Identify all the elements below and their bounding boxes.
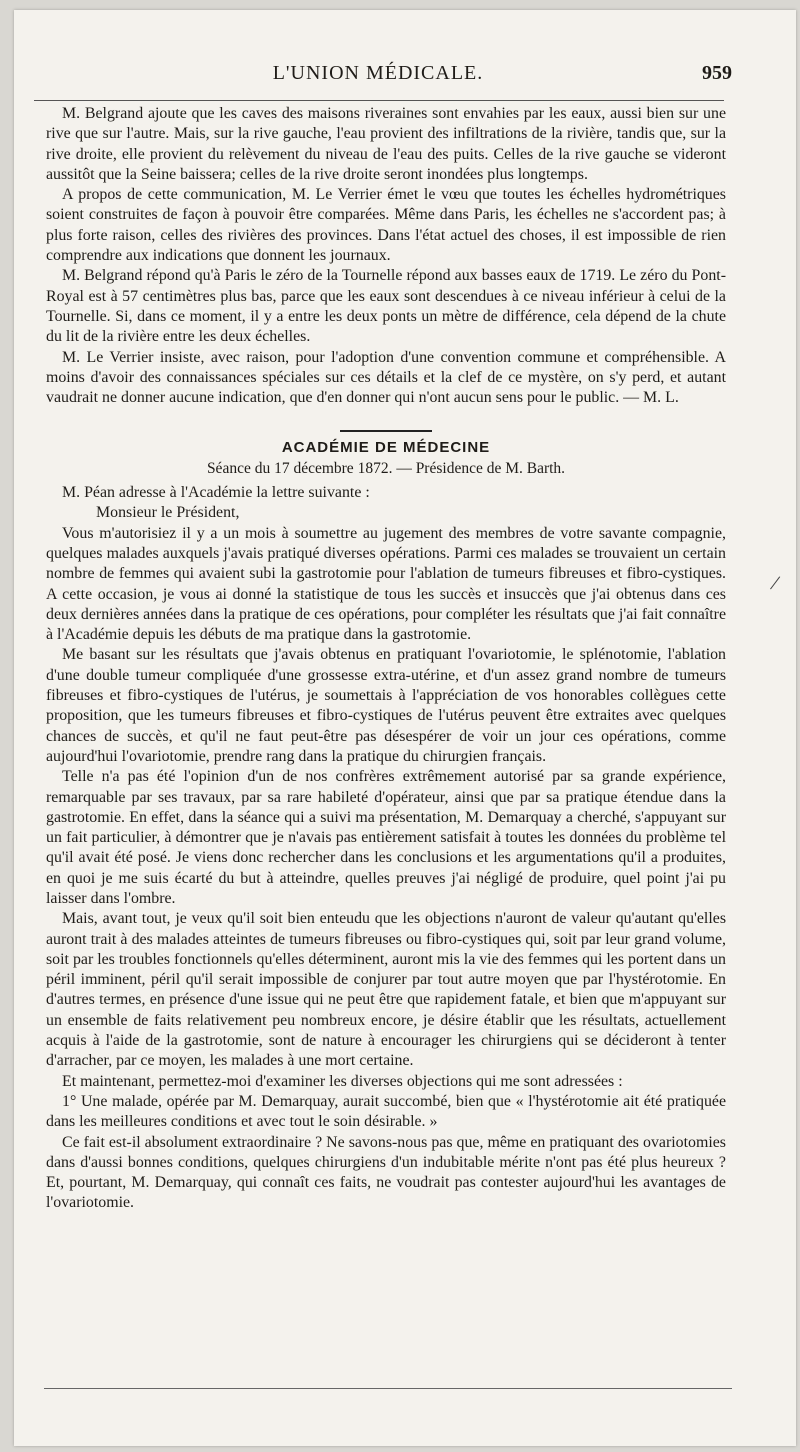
paragraph: M. Belgrand ajoute que les caves des maisons riveraines sont envahies par les eaux, aussi bien sur une rive que sur l'autre. Mais, sur la rive gauche, l'eau provient des infiltrations de la rivière, tandis que, sur la rive droite, elle provient du relèvement du niveau de l'eau des puits. Celles de la rive gauche se videront aussitôt que la Seine baissera; celles de la rive droite seront inondées plus longtemps. (46, 105, 726, 183)
footer-rule (44, 1388, 732, 1389)
paragraph: M. Péan adresse à l'Académie la lettre suivante : (62, 484, 370, 502)
article-body (46, 104, 726, 1214)
journal-title: L'UNION MÉDICALE. (272, 62, 484, 84)
journal-page (14, 10, 796, 1446)
page-header (44, 62, 732, 92)
paragraph: Mais, avant tout, je veux qu'il soit bien enteudu que les objections n'auront de valeur qu'autant qu'elles auront trait à des malades atteintes de tumeurs fibreuses ou fibro-cystiques qui, soit par leur grand volume, soit par les troubles fonctionnels qu'elles déterminent, auront mis la vie des femmes qui les portent dans un péril imminent, péril qu'il serait impossible de conjurer par tout autre moyen que par l'hystérotomie. En d'autres termes, en présence d'une issue qui ne peut être que rapidement fatale, et bien que m'appuyant sur un ensemble de faits relativement peu nombreux encore, je désire établir que les résultats, actuellement acquis à l'aide de la gastrotomie, sont de nature à encourager les chirurgiens qui se décideront à tenter d'arracher, par ce moyen, les malades à une mort certaine. (46, 910, 726, 1070)
page-number: 959 (702, 62, 732, 84)
paragraph: Telle n'a pas été l'opinion d'un de nos confrères extrêmement autorisé par sa grande expérience, remarquable par ses travaux, par sa rare habileté d'opérateur, ainsi que par sa pratique étendue dans la gastrotomie. En effet, dans la séance qui a suivi ma présentation, M. Demarquay a cherché, s'appuyant sur un fait particulier, à démontrer que je n'avais pas entièrement satisfait à toutes les données du problème tel qu'il avait été posé. Je viens donc rechercher dans les conclusions et les argumentations qu'il a produites, en quoi je me suis écarté du but à atteindre, quelles preuves j'ai négligé de produire, quel point j'ai pu laisser dans l'ombre. (46, 768, 726, 907)
letter-salutation: Monsieur le Président, (96, 504, 240, 522)
section-divider (340, 430, 432, 432)
paragraph: Vous m'autorisiez il y a un mois à soumettre au jugement des membres de votre savante compagnie, quelques malades auxquels j'avais pratiqué diverses opérations. Parmi ces malades se trouvaient un certain nombre de femmes qui avaient subi la gastrotomie pour l'ablation de tumeurs fibreuses et fibro-cystiques. A cette occasion, je vous ai donné la statistique de tous les succès et insuccès que j'ai obtenus dans ces deux dernières années dans la pratique de ces opérations, pour compléter les résultats que j'ai fait connaître à l'Académie depuis les débuts de ma pratique dans la gastrotomie. (46, 524, 726, 644)
paragraph: M. Belgrand répond qu'à Paris le zéro de la Tournelle répond aux basses eaux de 1719. Le zéro du Pont-Royal est à 57 centimètres plus bas, parce que les eaux sont descendues à ce niveau inférieur à celui de la Tournelle. Si, dans ce moment, il y a entre les deux ponts un mètre de différence, cela dépend de la chute du lit de la rivière entre les deux échelles. (46, 267, 726, 346)
paragraph: Me basant sur les résultats que j'avais obtenus en pratiquant l'ovariotomie, le splénotomie, l'ablation d'une double tumeur compliquée d'une grossesse extra-utérine, et d'un assez grand nombre de tumeurs fibreuses et fibro-cystiques de l'utérus, je soumettais à l'appréciation de vos honorables collègues cette proposition, que les tumeurs fibreuses et fibro-cystiques de l'utérus peuvent être extraites avec quelques chances de succès, et qu'il ne faut peut-être pas désespérer de voir un jour ces opérations, comme aujourd'hui l'ovariotomie, prendre rang dans la pratique du chirurgien français. (46, 646, 726, 765)
header-rule (34, 100, 724, 101)
paragraph: Ce fait est-il absolument extraordinaire ? Ne savons-nous pas que, même en pratiquant des ovariotomies dans d'aussi bonnes conditions, quelques chirurgiens d'un indubitable mérite n'ont pas été plus heureux ? Et, pourtant, M. Demarquay, qui connaît ces faits, ne voudrait pas contester aujourd'hui les avantages de l'ovariotomie. (46, 1133, 726, 1212)
paragraph: M. Le Verrier insiste, avec raison, pour l'adoption d'une convention commune et compréhensible. A moins d'avoir des connaissances spéciales sur ces détails et la clef de ce mystère, on s'y perd, et autant vaudrait ne donner aucune indication, que d'en donner qui n'ont aucun sens pour le public. — M. L. (46, 348, 726, 407)
margin-mark: / (768, 569, 782, 596)
paragraph: Et maintenant, permettez-moi d'examiner les diverses objections qui me sont adressées : (62, 1072, 623, 1090)
section-title: ACADÉMIE DE MÉDECINE (281, 439, 491, 457)
paragraph: 1° Une malade, opérée par M. Demarquay, aurait succombé, bien que « l'hystérotomie ait été pratiquée dans les meilleures conditions et avec tout le soin désirable. » (46, 1092, 726, 1131)
session-line: Séance du 17 décembre 1872. — Présidence de M. Barth. (206, 459, 566, 477)
paragraph: A propos de cette communication, M. Le Verrier émet le vœu que toutes les échelles hydrométriques soient construites de façon à pouvoir être comparées. Même dans Paris, les échelles ne s'accordent pas; à plus forte raison, celles des rivières des provinces. Dans l'état actuel des choses, il est impossible de rien comprendre aux indications que donnent les journaux. (46, 186, 726, 265)
